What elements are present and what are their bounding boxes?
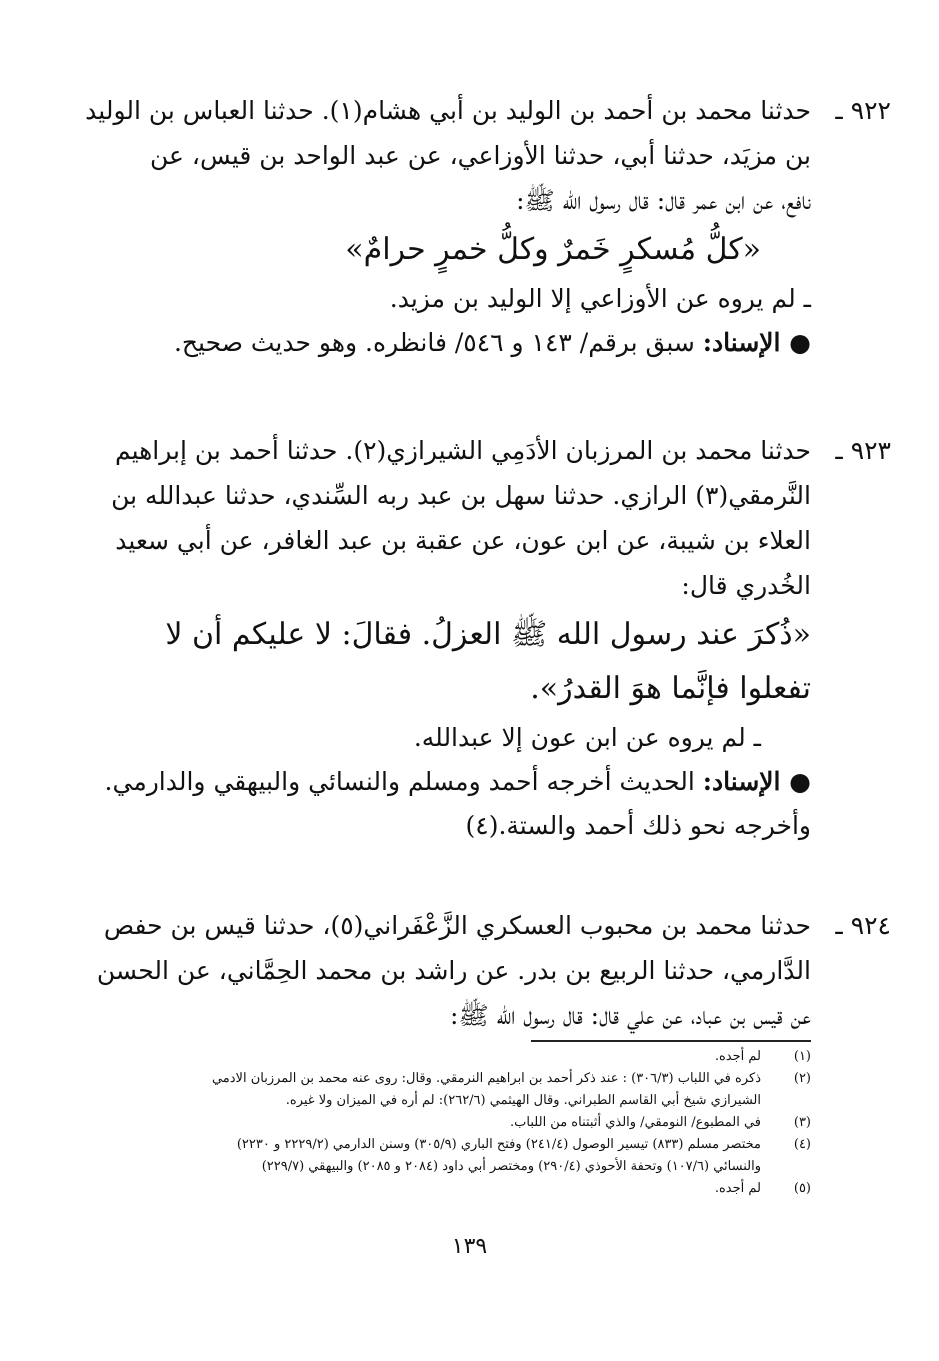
footnote-continuation [141, 1156, 811, 1178]
footnote-number: (١) [793, 1049, 811, 1064]
chain-line: الخُدري قال: [681, 571, 811, 600]
hadith-text: «ذُكرَ عند رسول الله ﷺ العزلُ. فقالَ: لا عليكم أن لا [165, 617, 811, 652]
chain-line: بن مزيَد، حدثنا أبي، حدثنا الأوزاعي، عن عبد الواحد بن قيس، عن [150, 141, 811, 170]
footnote-number: (٤) [793, 1137, 811, 1152]
page-number: ١٣٩ [451, 1234, 488, 1259]
footnote-number: (٣) [793, 1115, 811, 1130]
footnote [141, 1112, 811, 1134]
footnotes [141, 1046, 811, 1200]
isnad-continuation: وأخرجه نحو ذلك أحمد والستة.(٤) [465, 811, 811, 840]
entry-number: ٩٢٤ ـ [835, 911, 891, 940]
hadith-entry-923 [104, 428, 891, 848]
footnote-text: الشيرازي شيخ أبي القاسم الطبراني. وقال الهيثمي (٢٦٢/٦): لم أره في الميزان ولا غيره. [285, 1093, 761, 1108]
isnad-label: ● الإسناد: [702, 767, 811, 796]
chain-line: حدثنا محمد بن محبوب العسكري الزَّعْفَراني(٥)، حدثنا قيس بن حفص [103, 911, 811, 940]
isnad-line [104, 760, 811, 804]
chain-line: نافع، عن ابن عمر قال: قال رسول الله ﷺ: [516, 186, 811, 215]
footnote-text: مختصر مسلم (٨٣٣) تيسير الوصول (٢٤١/٤) وفتح الباري (٣٠٥/٩) وسنن الدارمي (٢٢٢٩/٢ و ٢٢٣٠) [236, 1137, 761, 1152]
footnote [141, 1046, 811, 1068]
footnote-divider [531, 1040, 811, 1042]
footnote-number: (٢) [793, 1071, 811, 1086]
footnote-number: (٥) [793, 1181, 811, 1196]
isnad-text: الحديث أخرجه أحمد ومسلم والنسائي والبيهقي والدارمي. [104, 767, 695, 796]
entry-number: ٩٢٢ ـ [835, 96, 891, 125]
footnote-text: لم أجده. [714, 1181, 761, 1196]
isnad-label: ● الإسناد: [702, 328, 811, 357]
footnote-text: لم أجده. [714, 1049, 761, 1064]
entry-number: ٩٢٣ ـ [835, 436, 891, 465]
hadith-text: تفعلوا فإنَّما هوَ القدرُ». [530, 671, 811, 706]
hadith-entry-922 [85, 88, 891, 365]
hadith-text: «كلُّ مُسكرٍ خَمرٌ وكلُّ خمرٍ حرامٌ» [345, 232, 761, 267]
footnote-text: في المطبوع/ النومقي/ والذي أثبتناه من اللباب. [510, 1115, 761, 1130]
chain-line: العلاء بن شيبة، عن ابن عون، عن عقبة بن عبد الغافر، عن أبي سعيد [115, 526, 811, 555]
footnote-text: والنسائي (١٠٧/٦) وتحفة الأحوذي (٢٩٠/٤) ومختصر أبي داود (٢٠٨٤ و ٢٠٨٥) والبيهقي (٢٢٩/٧) [261, 1159, 761, 1174]
chain-line: عن قيس بن عباد، عن علي قال: قال رسول الله ﷺ: [450, 1001, 811, 1030]
chain-line: الدَّارمي، حدثنا الربيع بن بدر. عن راشد بن محمد الحِمَّاني، عن الحسن [96, 956, 811, 985]
chain-line: النَّرمقي(٣) الرازي. حدثنا سهل بن عبد ربه السِّندي، حدثنا عبدالله بن [111, 481, 811, 510]
footnote [141, 1178, 811, 1200]
narration-note: ـ لم يروه عن الأوزاعي إلا الوليد بن مزيد. [389, 284, 811, 313]
narration-note: ـ لم يروه عن ابن عون إلا عبدالله. [413, 723, 761, 752]
footnote [141, 1068, 811, 1090]
isnad-text: سبق برقم/ ١٤٣ و ٥٤٦/ فانظره. وهو حديث صحيح. [173, 328, 695, 357]
footnote-continuation [141, 1090, 811, 1112]
chain-line: حدثنا محمد بن المرزبان الأدَمِي الشيرازي(٢). حدثنا أحمد بن إبراهيم [114, 436, 811, 465]
footnote [141, 1134, 811, 1156]
hadith-entry-924 [96, 903, 891, 1038]
footnote-text: ذكره في اللباب (٣٠٦/٣) : عند ذكر أحمد بن ابراهيم النرمقي. وقال: روى عنه محمد بن المرزبان الادمي [211, 1071, 761, 1086]
chain-line: حدثنا محمد بن أحمد بن الوليد بن أبي هشام(١). حدثنا العباس بن الوليد [85, 96, 811, 125]
isnad-line [141, 321, 811, 365]
